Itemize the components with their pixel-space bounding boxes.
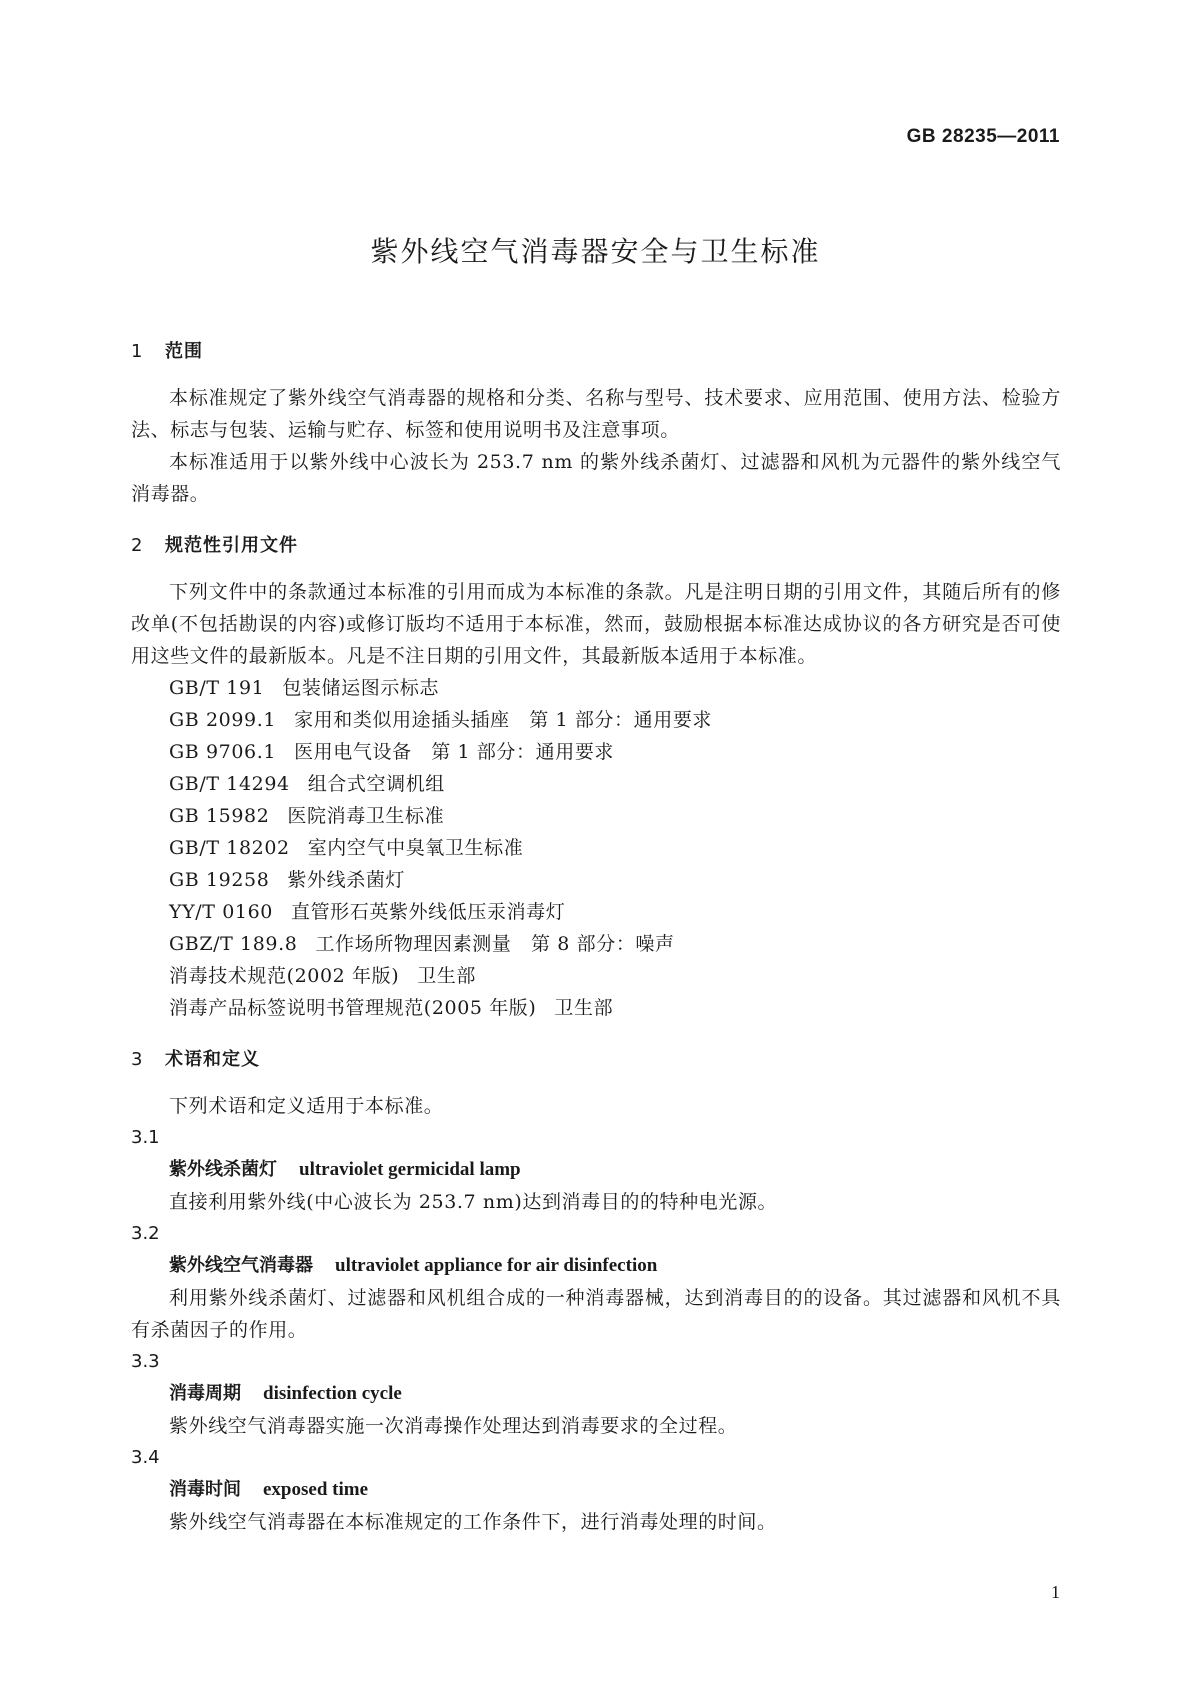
term-name-en: disinfection cycle: [263, 1383, 402, 1404]
term-name: [131, 1154, 1061, 1186]
reference-code: GB 2099.1: [169, 709, 277, 731]
paragraph: 本标准规定了紫外线空气消毒器的规格和分类、名称与型号、技术要求、应用范围、使用方法、检验方法、标志与包装、运输与贮存、标签和使用说明书及注意事项。: [131, 387, 1061, 441]
term-number: 3.4: [131, 1447, 160, 1468]
reference-item: [131, 864, 1061, 896]
reference-title: 家用和类似用途插头插座 第 1 部分：通用要求: [294, 709, 713, 731]
reference-item: [131, 800, 1061, 832]
reference-item: [131, 672, 1061, 704]
section-number: 2: [131, 535, 144, 556]
reference-code: GB/T 18202: [169, 837, 290, 859]
reference-item: [131, 704, 1061, 736]
term-name-en: exposed time: [263, 1479, 369, 1500]
reference-list: [131, 672, 1061, 1024]
paragraph: 本标准适用于以紫外线中心波长为 253.7 nm 的紫外线杀菌灯、过滤器和风机为元器件的紫外线空气消毒器。: [131, 451, 1061, 505]
reference-code: GB/T 14294: [169, 773, 290, 795]
reference-title: 直管形石英紫外线低压汞消毒灯: [290, 901, 566, 923]
reference-code: GB 15982: [169, 805, 270, 827]
term-name: [131, 1250, 1061, 1282]
term-definition: 利用紫外线杀菌灯、过滤器和风机组合成的一种消毒器械，达到消毒目的的设备。其过滤器和风机不具有杀菌因子的作用。: [131, 1287, 1061, 1341]
reference-code: YY/T 0160: [169, 901, 273, 923]
document-body: [131, 336, 1061, 1538]
reference-title: 卫生部: [554, 997, 614, 1019]
section-heading-normative-references: [131, 530, 1061, 562]
term-name: [131, 1378, 1061, 1410]
reference-item: [131, 992, 1061, 1024]
term-name-zh: 紫外线杀菌灯: [169, 1159, 277, 1180]
section-title: 规范性引用文件: [165, 535, 298, 556]
reference-code: GB 9706.1: [169, 741, 277, 763]
reference-title: 室内空气中臭氧卫生标准: [307, 837, 524, 859]
reference-title: 包装储运图示标志: [282, 677, 440, 699]
term-entry: [131, 1442, 1061, 1538]
reference-item: [131, 832, 1061, 864]
section-heading-terms-and-definitions: [131, 1044, 1061, 1076]
reference-code: GB/T 191: [169, 677, 265, 699]
term-number: 3.1: [131, 1127, 160, 1148]
reference-title: 工作场所物理因素测量 第 8 部分：噪声: [315, 933, 675, 955]
page-number: 1: [1051, 1582, 1060, 1602]
term-definition: 直接利用紫外线(中心波长为 253.7 nm)达到消毒目的的特种电光源。: [169, 1191, 778, 1213]
section-number: 1: [131, 341, 144, 362]
term-number: 3.3: [131, 1351, 160, 1372]
reference-item: [131, 896, 1061, 928]
reference-title: 紫外线杀菌灯: [287, 869, 406, 891]
paragraph: 下列文件中的条款通过本标准的引用而成为本标准的条款。凡是注明日期的引用文件，其随后所有的修改单(不包括勘误的内容)或修订版均不适用于本标准，然而，鼓励根据本标准达成协议的各方研究是否可使用这些文件的最新版本。凡是不注日期的引用文件，其最新版本适用于本标准。: [131, 581, 1061, 667]
term-name-zh: 消毒时间: [169, 1479, 241, 1500]
section-heading-scope: [131, 336, 1061, 368]
reference-item: [131, 960, 1061, 992]
reference-code: GBZ/T 189.8: [169, 933, 298, 955]
section-title: 范围: [165, 341, 203, 362]
reference-title: 组合式空调机组: [307, 773, 445, 795]
section-title: 术语和定义: [165, 1049, 260, 1070]
reference-title: 医用电气设备 第 1 部分：通用要求: [294, 741, 615, 763]
term-entry: [131, 1122, 1061, 1218]
reference-item: [131, 736, 1061, 768]
reference-code: 消毒技术规范(2002 年版): [169, 965, 400, 987]
term-entry: [131, 1218, 1061, 1346]
term-definition: 紫外线空气消毒器实施一次消毒操作处理达到消毒要求的全过程。: [169, 1415, 738, 1437]
standard-code: GB 28235—2011: [906, 126, 1060, 147]
term-name-zh: 消毒周期: [169, 1383, 241, 1404]
term-definition: 紫外线空气消毒器在本标准规定的工作条件下，进行消毒处理的时间。: [169, 1511, 777, 1533]
term-name: [131, 1474, 1061, 1506]
section-number: 3: [131, 1049, 144, 1070]
paragraph: 下列术语和定义适用于本标准。: [169, 1095, 444, 1117]
reference-title: 医院消毒卫生标准: [287, 805, 445, 827]
term-number: 3.2: [131, 1223, 160, 1244]
term-name-en: ultraviolet germicidal lamp: [299, 1159, 521, 1180]
reference-item: [131, 768, 1061, 800]
reference-title: 卫生部: [417, 965, 477, 987]
reference-code: GB 19258: [169, 869, 270, 891]
reference-code: 消毒产品标签说明书管理规范(2005 年版): [169, 997, 537, 1019]
term-name-en: ultraviolet appliance for air disinfection: [335, 1255, 658, 1276]
term-entry: [131, 1346, 1061, 1442]
term-name-zh: 紫外线空气消毒器: [169, 1255, 313, 1276]
reference-item: [131, 928, 1061, 960]
document-title: 紫外线空气消毒器安全与卫生标准: [370, 235, 821, 268]
